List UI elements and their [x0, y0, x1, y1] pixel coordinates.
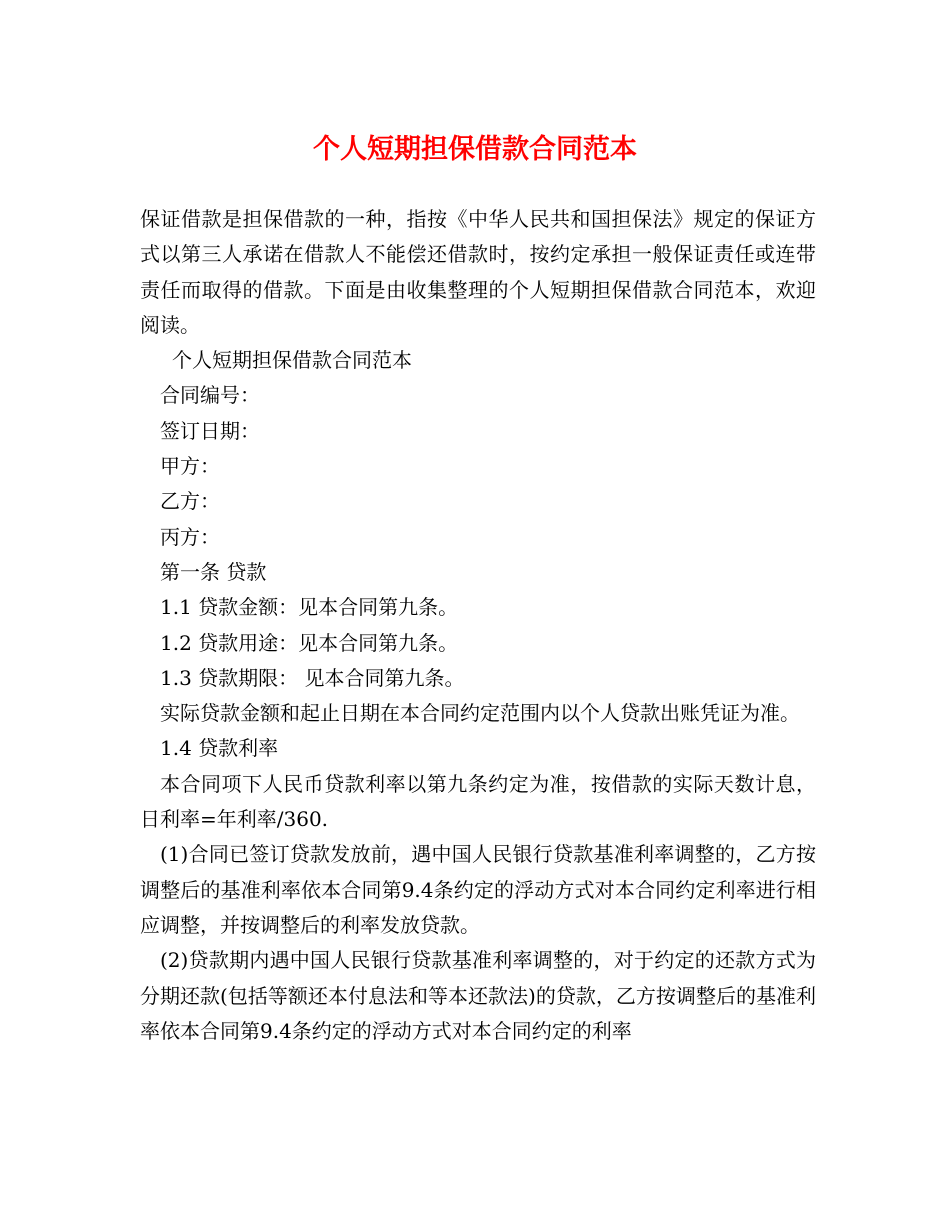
party-b-label: 乙方： [160, 489, 220, 514]
article-1-heading: 第一条 贷款 [160, 559, 267, 584]
clause-1-4: 1.4 贷款利率 [160, 736, 279, 761]
signing-date-label: 签订日期： [160, 418, 260, 443]
document-title: 个人短期担保借款合同范本 [313, 134, 637, 165]
interest-rate-paragraph: 本合同项下人民币贷款利率以第九条约定为准，按借款的实际天数计息，日利率=年利率/360. [140, 771, 816, 832]
party-a-label: 甲方： [160, 454, 220, 479]
clause-1-3: 1.3 贷款期限： 见本合同第九条。 [160, 665, 465, 690]
document-body [140, 202, 816, 1049]
intro-paragraph: 保证借款是担保借款的一种，指按《中华人民共和国担保法》规定的保证方式以第三人承诺在借款人不能偿还借款时，按约定承担一般保证责任或连带责任而取得的借款。下面是由收集整理的个人短期担保借款合同范本，欢迎阅读。 [140, 207, 816, 337]
actual-loan-paragraph: 实际贷款金额和起止日期在本合同约定范围内以个人贷款出账凭证为准。 [160, 701, 800, 726]
clause-1-1: 1.1 贷款金额：见本合同第九条。 [160, 595, 459, 620]
contract-number-label: 合同编号： [160, 383, 260, 408]
party-c-label: 丙方： [160, 524, 220, 549]
contract-heading: 个人短期担保借款合同范本 [172, 348, 412, 373]
interest-item-2: (2)贷款期内遇中国人民银行贷款基准利率调整的，对于约定的还款方式为分期还款(包括等额还本付息法和等本还款法)的贷款，乙方按调整后的基准利率依本合同第9.4条约定的浮动方式对本合同约定的利率 [140, 948, 816, 1043]
interest-item-1: (1)合同已签订贷款发放前，遇中国人民银行贷款基准利率调整的，乙方按调整后的基准利率依本合同第9.4条约定的浮动方式对本合同约定利率进行相应调整，并按调整后的利率发放贷款。 [140, 842, 816, 937]
clause-1-2: 1.2 贷款用途：见本合同第九条。 [160, 630, 459, 655]
